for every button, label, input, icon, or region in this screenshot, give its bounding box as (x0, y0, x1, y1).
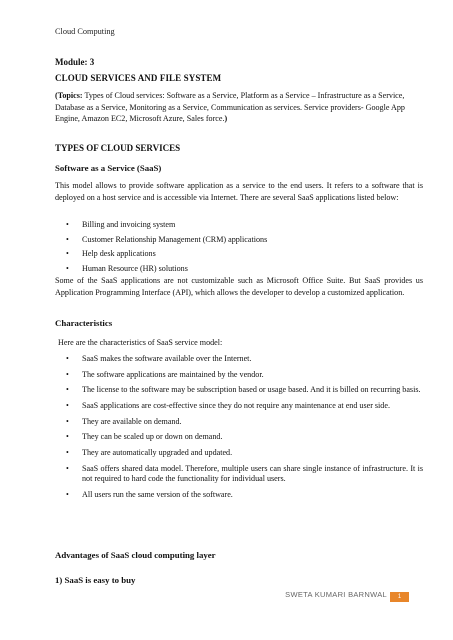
bullet-icon: • (66, 448, 69, 458)
saas-intro-paragraph: This model allows to provide software application as a service to the end users. It refers to a software that is deployed on a host service and is accessible via Internet. There are several SaaS applications listed below: (55, 181, 423, 202)
characteristics-heading: Characteristics (55, 318, 113, 328)
list-item: • Help desk applications (66, 249, 156, 258)
list-item: • SaaS offers shared data model. Therefore, multiple users can share single instance of infrastructure. It is not required to hard code the functionality for individual users. (66, 463, 423, 484)
topics-label: (Topics: (55, 91, 83, 100)
footer-author: SWETA KUMARI BARNWAL (285, 590, 387, 598)
bullet-icon: • (66, 490, 69, 499)
saas-note-paragraph: Some of the SaaS applications are not customizable such as Microsoft Office Suite. But SaaS provides us Application Programming Interface (API), which allows the developer to develop a customized application. (55, 276, 423, 297)
topics-paragraph (55, 90, 423, 125)
list-item: • Human Resource (HR) solutions (66, 263, 188, 273)
footer-page-number: 1 (390, 592, 409, 602)
characteristics-list (66, 354, 423, 506)
bullet-icon: • (66, 234, 69, 244)
list-item: • They are available on demand. (66, 416, 182, 426)
bullet-icon: • (66, 354, 69, 363)
bullet-icon: • (66, 401, 69, 411)
list-item: • They are automatically upgraded and updated. (66, 448, 233, 458)
list-item: • They can be scaled up or down on demand. (66, 432, 223, 442)
topics-text: Types of Cloud services: Software as a Service, Platform as a Service – Infrastructure as a Service, Database as a Service, Monitoring as a Service, Communication as services. Service providers- Google App Engine, Amazon EC2, Microsoft Azure, Sales force. (55, 91, 405, 123)
list-item: • The software applications are maintained by the vendor. (66, 369, 264, 379)
running-header: Cloud Computing (55, 27, 115, 36)
module-label: Module: 3 (55, 57, 95, 67)
bullet-icon: • (66, 220, 69, 229)
bullet-icon: • (66, 249, 69, 258)
topics-close: ) (224, 114, 228, 123)
list-item: • SaaS applications are cost-effective since they do not require any maintenance at end user side. (66, 401, 390, 411)
saas-heading: Software as a Service (SaaS) (55, 163, 162, 173)
bullet-icon: • (66, 385, 69, 395)
bullet-icon: • (66, 432, 69, 442)
bullet-icon: • (66, 369, 69, 379)
list-item: • All users run the same version of the software. (66, 490, 233, 499)
advantages-heading: Advantages of SaaS cloud computing layer (55, 550, 216, 560)
list-item: • Billing and invoicing system (66, 220, 176, 229)
module-title: CLOUD SERVICES AND FILE SYSTEM (55, 73, 222, 83)
bullet-icon: • (66, 263, 69, 273)
bullet-icon: • (66, 463, 69, 473)
types-heading: TYPES OF CLOUD SERVICES (55, 143, 181, 153)
list-item: • SaaS makes the software available over the Internet. (66, 354, 252, 363)
characteristics-intro: Here are the characteristics of SaaS service model: (58, 338, 223, 347)
bullet-icon: • (66, 416, 69, 426)
list-item: • The license to the software may be subscription based or usage based. And it is billed on recurring basis. (66, 385, 421, 395)
list-item: • Customer Relationship Management (CRM) applications (66, 234, 268, 244)
advantages-first-item: 1) SaaS is easy to buy (55, 575, 136, 585)
saas-applications-list (66, 219, 422, 277)
